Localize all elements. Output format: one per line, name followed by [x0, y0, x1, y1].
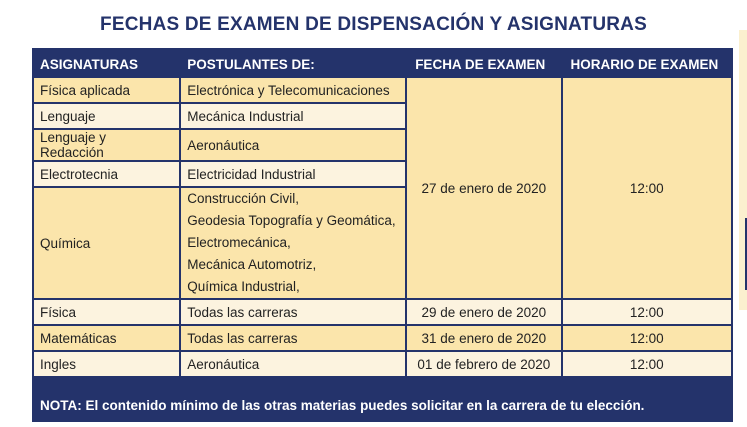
- asignatura-cell: Física aplicada: [34, 78, 179, 102]
- header-row: [34, 52, 731, 76]
- header-postulantes: POSTULANTES DE:: [181, 52, 405, 76]
- header-horario: HORARIO DE EXAMEN: [563, 52, 731, 76]
- header-fecha: FECHA DE EXAMEN: [407, 52, 560, 76]
- postulantes-cell: Electrónica y Telecomunicaciones: [181, 78, 405, 102]
- horario-cell: 12:00: [563, 300, 731, 324]
- postulantes-line: Construcción Civil,: [187, 191, 300, 206]
- postulantes-line: Electromecánica,: [187, 235, 291, 250]
- fecha-cell: 27 de enero de 2020: [407, 78, 560, 298]
- asignatura-cell: Lenguaje: [34, 104, 179, 128]
- postulantes-cell: Todas las carreras: [181, 326, 405, 350]
- page-title: FECHAS DE EXAMEN DE DISPENSACIÓN Y ASIGNATURAS: [100, 14, 647, 35]
- postulantes-cell: Aeronáutica: [181, 352, 405, 376]
- table-row: [34, 300, 731, 324]
- fecha-cell: 29 de enero de 2020: [407, 300, 560, 324]
- footer-note: NOTA: El contenido mínimo de las otras materias puedes solicitar en la carrera de tu elección.: [40, 398, 645, 413]
- postulantes-cell: Aeronáutica: [181, 130, 405, 160]
- horario-cell: 12:00: [563, 352, 731, 376]
- horario-cell: 12:00: [563, 326, 731, 350]
- postulantes-line: Mecánica Automotriz,: [187, 257, 317, 272]
- postulantes-list-cell: [181, 188, 405, 298]
- postulantes-line: Geodesia Topografía y Geomática,: [187, 213, 396, 228]
- asignatura-cell: Química: [34, 188, 179, 298]
- table-row: [34, 78, 731, 102]
- fecha-cell: 01 de febrero de 2020: [407, 352, 560, 376]
- asignatura-cell: Matemáticas: [34, 326, 179, 350]
- horario-cell: 12:00: [563, 78, 731, 298]
- table-row: [34, 352, 731, 376]
- postulantes-cell: Electricidad Industrial: [181, 162, 405, 186]
- exam-schedule-table: [32, 50, 733, 378]
- postulantes-cell: Mecánica Industrial: [181, 104, 405, 128]
- asignatura-cell: Ingles: [34, 352, 179, 376]
- postulantes-cell: Todas las carreras: [181, 300, 405, 324]
- asignatura-cell: Lenguaje y Redacción: [34, 130, 179, 160]
- asignatura-cell: Física: [34, 300, 179, 324]
- header-asignaturas: ASIGNATURAS: [34, 52, 179, 76]
- postulantes-line: Química Industrial,: [187, 279, 300, 294]
- fecha-cell: 31 de enero de 2020: [407, 326, 560, 350]
- asignatura-cell: Electrotecnia: [34, 162, 179, 186]
- table-row: [34, 326, 731, 350]
